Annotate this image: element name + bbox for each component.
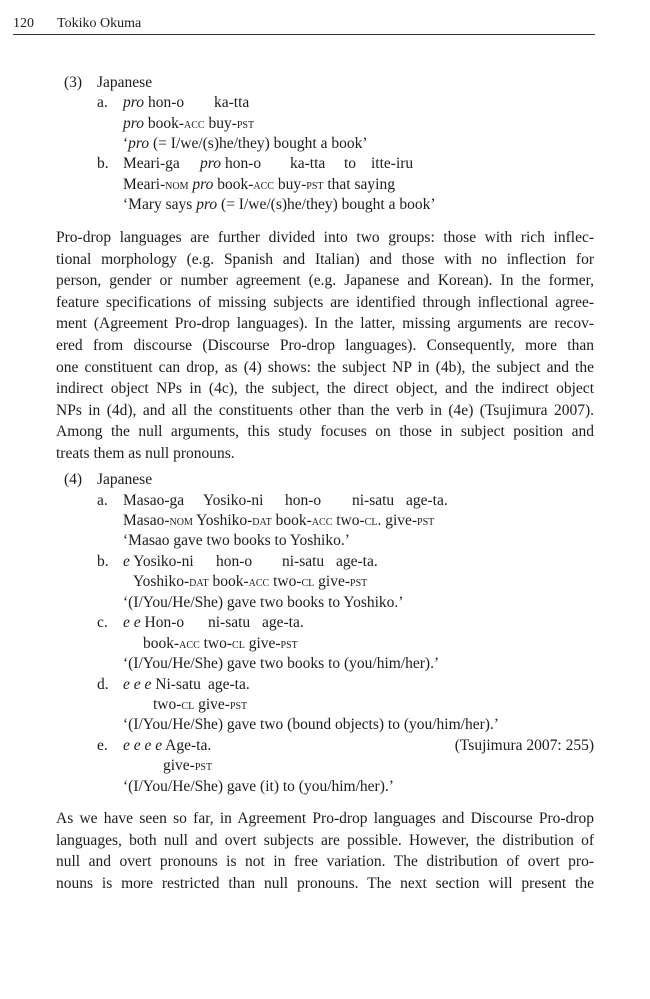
source-word: itte-iru (371, 155, 414, 172)
paragraph-line: one constituent can drop, as (4) shows: the subject NP in (4b), the subject and the (56, 358, 594, 376)
example-4d-gloss-line (153, 696, 247, 714)
gloss-abbreviation: pst (306, 177, 324, 193)
source-word: hon-o (225, 155, 262, 172)
paragraph-line: indirect object NPs in (4c), the subject, the direct object, and the indirect object (56, 380, 594, 398)
example-4a-translation: ‘Masao gave two books to Yoshiko.’ (123, 532, 350, 549)
gloss-text: two- (332, 512, 365, 529)
example-4c-translation: ‘(I/You/He/She) gave two books to (you/him/her).’ (123, 655, 440, 672)
running-head (13, 14, 595, 34)
gloss-text: book- (217, 176, 254, 193)
gloss-text: give- (163, 757, 195, 774)
example-3b-gloss-line (123, 176, 395, 194)
source-word: hon-o (285, 492, 322, 509)
gloss-abbreviation: pst (194, 758, 213, 774)
source-word: Masao-ga (123, 492, 185, 509)
example-language: Japanese (97, 74, 153, 91)
empty-category-marker: e e e e (123, 737, 163, 754)
translation-text: (= I/we/(s)he/they) bought a book’ (217, 196, 436, 213)
paragraph-line: Among the null arguments, this study focuses on those in subject position and (56, 423, 594, 441)
paragraph-line: As we have seen so far, in Agreement Pro-drop languages and Discourse Pro-drop (56, 810, 594, 827)
gloss-abbreviation: pst (417, 513, 435, 529)
translation-text: (= I/we/(s)he/they) bought a book’ (149, 135, 368, 152)
source-word: Yosiko-ni (129, 553, 194, 570)
example-number: (4) (64, 471, 83, 488)
gloss-abbreviation: cl (232, 636, 245, 652)
gloss-text: two- (199, 635, 233, 652)
pro-form: pro (123, 94, 144, 111)
paragraph-line: person, gender or number agreement (e.g. Japanese and Korean). In the former, (56, 272, 594, 290)
gloss-abbreviation: acc (179, 636, 200, 652)
source-word: Age-ta. (162, 737, 212, 754)
gloss-abbreviation: nom (169, 513, 193, 529)
gloss-text: that saying (323, 176, 395, 193)
gloss-text: book- (147, 115, 185, 132)
source-word: hon-o (148, 94, 185, 111)
paragraph-line: nouns is more restricted than null pronouns. The next section will present the (56, 874, 594, 892)
empty-category-marker: e e e (123, 676, 152, 693)
gloss-abbreviation: cl (301, 574, 315, 590)
body-paragraph-2 (56, 808, 594, 894)
gloss-text: Yoshiko- (192, 512, 253, 529)
pro-form: pro (128, 135, 150, 152)
header-rule (13, 34, 595, 35)
example-label: a. (97, 94, 108, 111)
gloss-text: Meari- (123, 176, 166, 193)
example-number: (3) (64, 74, 83, 91)
source-word: ni-satu (282, 553, 325, 570)
gloss-text: give- (314, 573, 351, 590)
translation-text: ‘Mary says (123, 196, 197, 213)
citation: (Tsujimura 2007: 255) (454, 737, 594, 754)
paragraph-line: languages, both null and overt subjects are possible. However, the distribution of (56, 831, 594, 849)
gloss-abbreviation: acc (184, 116, 205, 132)
gloss-abbreviation: acc (311, 513, 333, 529)
paragraph-line: NPs in (4d), and all the constituents other than the verb in (4e) (Tsujimura 2007). (56, 401, 594, 419)
source-word: ni-satu (208, 614, 251, 631)
example-4d-translation: ‘(I/You/He/She) gave two (bound objects) to (you/him/her).’ (123, 716, 499, 733)
gloss-abbreviation: pst (236, 116, 255, 132)
gloss-abbreviation: pst (350, 574, 368, 590)
source-word: to (344, 155, 357, 172)
example-language: Japanese (97, 471, 153, 488)
gloss-abbreviation: nom (165, 177, 189, 193)
source-word: Ni-satu (151, 676, 201, 693)
source-word: Hon-o (140, 614, 185, 631)
example-3a-translation (123, 135, 368, 153)
gloss-abbreviation: pst (280, 636, 298, 652)
example-4e-gloss-line (163, 757, 212, 775)
gloss-text: book- (143, 635, 180, 652)
source-word: age-ta. (208, 676, 250, 693)
source-word: ka-tta (290, 155, 326, 172)
source-word: ka-tta (214, 94, 250, 111)
example-4a-gloss-line (123, 512, 434, 530)
gloss-abbreviation: cl (181, 697, 195, 713)
gloss-abbreviation: acc (253, 177, 274, 193)
example-label: c. (97, 614, 108, 631)
gloss-abbreviation: cl (364, 513, 378, 529)
running-author: Tokiko Okuma (57, 16, 142, 31)
paragraph-line: ment (Agreement Pro-drop languages). In the latter, missing arguments are recov- (56, 315, 594, 333)
paragraph-line: Pro-drop languages are further divided into two groups: those with rich inflec- (56, 229, 594, 246)
gloss-text: give- (244, 635, 281, 652)
source-word: age-ta. (406, 492, 448, 509)
example-label: e. (97, 737, 108, 754)
example-4c-gloss-line (143, 635, 298, 653)
paragraph-line: feature specifications of missing subjects are identified through inflectional agree- (56, 293, 594, 311)
example-label: b. (97, 155, 109, 172)
gloss-text: Yoshiko- (133, 573, 190, 590)
gloss-text: two- (153, 696, 182, 713)
gloss-text: buy- (208, 115, 237, 132)
example-4b-translation: ‘(I/You/He/She) gave two books to Yoshiko.’ (123, 594, 404, 611)
empty-category-marker: e e (123, 614, 141, 631)
example-label: a. (97, 492, 108, 509)
gloss-text: give- (194, 696, 230, 713)
pro-form: pro (196, 196, 218, 213)
source-word: Meari-ga (123, 155, 180, 172)
source-word: Yosiko-ni (203, 492, 264, 509)
example-label: d. (97, 676, 109, 693)
gloss-abbreviation: dat (252, 513, 272, 529)
pro-form: pro (123, 115, 144, 132)
source-word: hon-o (216, 553, 253, 570)
paragraph-line: tional morphology (e.g. Spanish and Italian) and those with no inflection for (56, 250, 594, 268)
pro-form: pro (200, 155, 221, 172)
pro-form: pro (192, 176, 214, 193)
source-word: age-ta. (336, 553, 378, 570)
example-3b-translation (123, 196, 436, 214)
gloss-text: book- (208, 573, 249, 590)
gloss-text: . give- (377, 512, 418, 529)
gloss-abbreviation: pst (229, 697, 248, 713)
paragraph-line: treats them as null pronouns. (56, 444, 235, 462)
source-word: age-ta. (262, 614, 304, 631)
paragraph-line: null and overt pronouns is not in free variation. The distribution of overt pro- (56, 853, 594, 871)
example-label: b. (97, 553, 109, 570)
gloss-abbreviation: acc (248, 574, 270, 590)
gloss-abbreviation: dat (189, 574, 209, 590)
example-4e-translation: ‘(I/You/He/She) gave (it) to (you/him/her).’ (123, 778, 394, 795)
source-word: ni-satu (352, 492, 395, 509)
page-number: 120 (13, 16, 34, 31)
example-4e-source-line (123, 737, 211, 755)
gloss-text: two- (269, 573, 302, 590)
example-3a-gloss-line (123, 115, 254, 133)
gloss-text: buy- (277, 176, 307, 193)
example-4b-gloss-line (133, 573, 367, 591)
paragraph-line: ered from discourse (Discourse Pro-drop languages). Consequently, more than (56, 336, 594, 354)
gloss-text: book- (271, 512, 312, 529)
empty-category-marker: e (123, 553, 130, 570)
body-paragraph-1 (56, 227, 594, 465)
gloss-text: Masao- (123, 512, 170, 529)
translation-text: ‘ (123, 135, 129, 152)
